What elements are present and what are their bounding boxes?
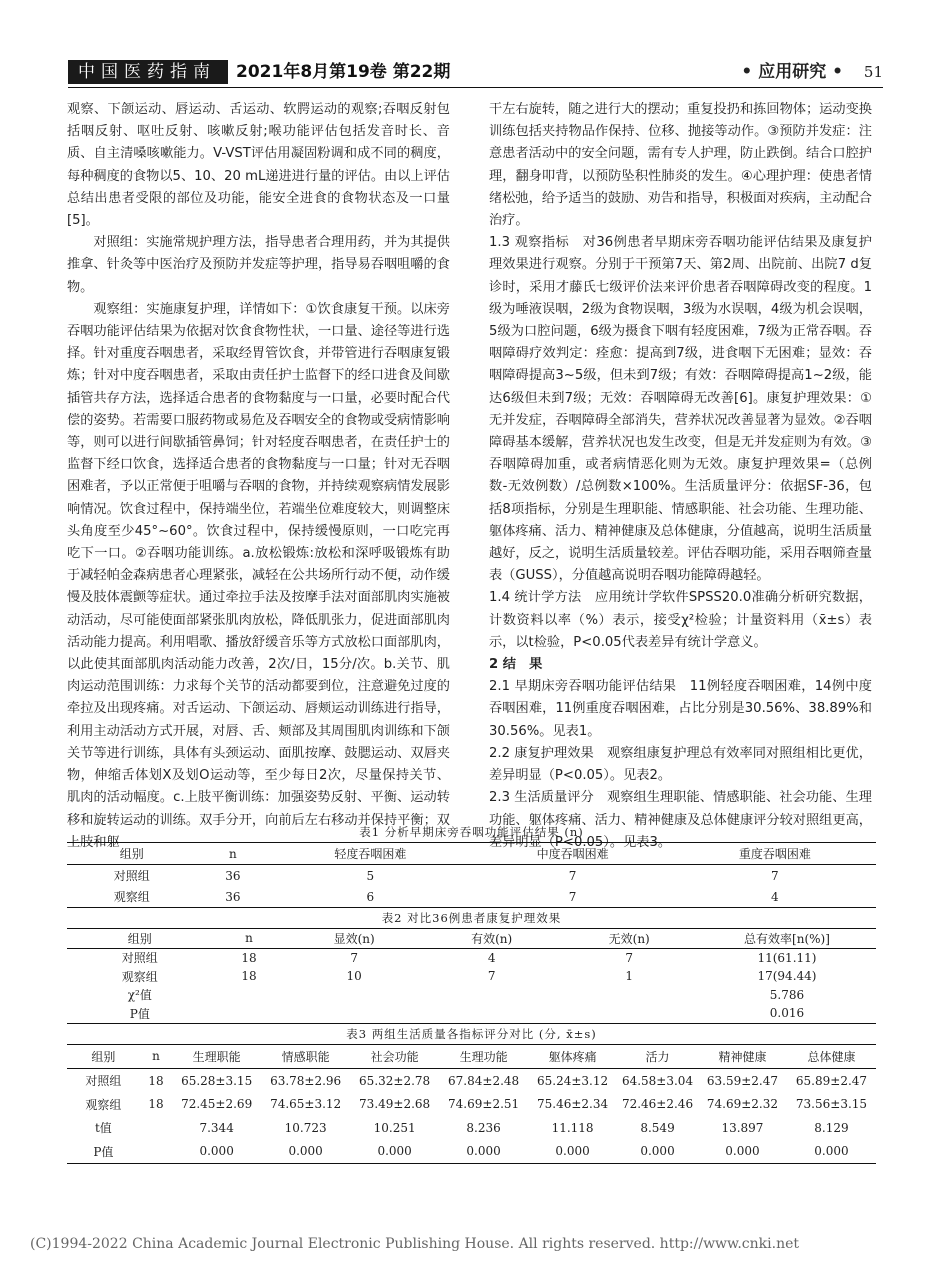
table-cell: 0.000 <box>698 1140 787 1164</box>
table-cell: 65.28±3.15 <box>181 1073 253 1088</box>
table-cell: 对照组 <box>85 1074 122 1089</box>
table-header-cell: 组别 <box>67 929 213 949</box>
table-cell: P值 <box>67 1004 213 1023</box>
table-cell: 36 <box>196 886 269 908</box>
table-cell: 10 <box>346 969 362 984</box>
section-title: • 应用研究 • <box>741 62 843 82</box>
table-row <box>67 1093 876 1117</box>
header-rule <box>68 87 883 88</box>
table-header-cell: 社会功能 <box>350 1044 439 1069</box>
table-row <box>67 986 876 1005</box>
paragraph: 1.3 观察指标 对36例患者早期床旁吞咽功能评估结果及康复护理效果进行观察。分别于干预第7天、第2周、出院前、出院7 d复诊时，采用才藤氏七级评价法来评价患者吞咽障碍改变的程度。1级为唾液误咽，2级为食物误咽，3级为水误咽，4级为机会误咽，5级为口腔问题，6级为摄食下咽有轻度困难，7级为正常吞咽。吞咽障碍疗效判定：痊愈：提高到7级，进食咽下无困难；显效：吞咽障碍提高3~5级，但未到7级；有效：吞咽障碍提高1~2级，能达6级但未到7级；无效：吞咽障碍无改善[6]。康复护理效果：①无并发症，吞咽障碍全部消失，营养状况改善显著为显效。②吞咽障碍基本缓解，营养状况也发生改变，但是无并发症则为有效。③吞咽障碍加重，或者病情恶化则为无效。康复护理效果=（总例数-无效例数）/总例数×100%。生活质量评分：依据SF-36，包括8项指标，分别是生理职能、情感职能、社会功能、生理功能、躯体疼痛、活力、精神健康及总体健康，分值越高，说明生活质量越好，反之，说明生活质量较差。评估吞咽功能，采用吞咽筛查量表（GUSS），分值越高说明吞咽功能障碍越轻。 <box>489 235 872 584</box>
table-header-cell: 躯体疼痛 <box>528 1044 617 1069</box>
table-cell <box>560 1004 698 1023</box>
table-header-cell: 精神健康 <box>698 1044 787 1069</box>
table-row <box>67 1069 876 1093</box>
table-row <box>67 948 876 967</box>
table-cell: 5 <box>366 868 375 883</box>
issue-info: 2021年8月第19卷 第22期 <box>236 62 451 82</box>
table-row <box>67 1116 876 1140</box>
table-cell: 7 <box>625 950 634 965</box>
table-cell: 观察组 <box>67 886 196 908</box>
paragraph: 观察、下颌运动、唇运动、舌运动、软腭运动的观察;吞咽反射包括咽反射、呕吐反射、咳嗽反射;喉功能评估包括发音时长、音质、自主清嗓咳嗽能力。V-VST评估用凝固粉调和成不同的稠度，每种稠度的食物以5、10、20 mL递进进行量的评估。由以上评估总结出患者受限的部位及功能，能安全进食的食物状态及一口量[5]。 <box>67 102 450 229</box>
table-cell: 74.69±2.32 <box>706 1097 779 1112</box>
table-cell: 6 <box>269 886 471 908</box>
table-cell: 63.78±2.96 <box>270 1073 342 1088</box>
table-cell: 对照组 <box>121 951 158 966</box>
table-cell: 0.016 <box>698 1004 876 1023</box>
table-cell: 7 <box>771 868 779 883</box>
table-cell <box>423 986 561 1005</box>
table-cell: 7 <box>487 969 496 984</box>
table-cell <box>140 1140 172 1164</box>
table-cell: 72.46±2.46 <box>621 1097 694 1112</box>
paragraph: 2 结 果 <box>489 657 543 673</box>
table-cell <box>140 1116 172 1140</box>
table-cell: 17(94.44) <box>757 969 817 984</box>
table-header-cell: n <box>213 929 286 949</box>
table-cell: 7 <box>568 868 577 883</box>
copyright-footer: (C)1994-2022 China Academic Journal Electronic Publishing House. All rights reserved. http://www.cnki.net <box>30 1236 800 1252</box>
table-header-cell: 重度吞咽困难 <box>674 843 876 865</box>
table-cell: 0.000 <box>439 1140 528 1164</box>
table-cell: 36 <box>225 868 241 883</box>
paragraph: 2.2 康复护理效果 观察组康复护理总有效率同对照组相比更优，差异明显（P<0.05）。见表2。 <box>489 745 872 784</box>
page-header <box>68 60 883 86</box>
table-header-cell: n <box>140 1044 172 1069</box>
table-cell <box>285 1004 423 1023</box>
table-cell: 73.56±3.15 <box>795 1097 868 1112</box>
tables-area <box>67 822 876 1164</box>
table-cell: 5.786 <box>769 987 805 1002</box>
table-header-cell: 组别 <box>67 843 196 865</box>
table-cell: 18 <box>241 969 257 984</box>
paragraph: 2.3 生活质量评分 观察组生理职能、情感职能、社会功能、生理功能、躯体疼痛、活力、精神健康及总体健康评分较对照组更高，差异明显（P<0.05）。见表3。 <box>489 790 872 850</box>
table2-caption: 表2 对比36例患者康复护理效果 <box>381 911 562 925</box>
table2 <box>67 928 876 1024</box>
table-header-cell: 组别 <box>67 1044 140 1069</box>
table-cell: 0.000 <box>261 1140 350 1164</box>
table-cell: 65.89±2.47 <box>795 1073 868 1088</box>
table-cell <box>213 986 286 1005</box>
table-header-cell: 轻度吞咽困难 <box>269 843 471 865</box>
table3-caption: 表3 两组生活质量各指标评分对比 (分, x̄±s) <box>346 1026 597 1041</box>
table-header-cell: 显效(n) <box>285 929 423 949</box>
left-column <box>67 99 450 854</box>
table-header-cell: 总体健康 <box>787 1044 876 1069</box>
table-cell: 0.000 <box>787 1140 876 1164</box>
table-cell: 7 <box>471 886 673 908</box>
table-cell: 8.236 <box>466 1120 501 1135</box>
table-row <box>67 865 876 887</box>
table-cell: 4 <box>487 950 496 965</box>
table-cell <box>560 986 698 1005</box>
table-cell: 74.69±2.51 <box>448 1097 520 1112</box>
table3 <box>67 1044 876 1165</box>
table-cell: 8.549 <box>640 1120 675 1135</box>
table-header-cell: 生理功能 <box>439 1044 528 1069</box>
table-cell: 11.118 <box>551 1120 594 1135</box>
table-row <box>67 886 876 908</box>
table-cell: 1 <box>625 969 634 984</box>
paragraph: 干左右旋转，随之进行大的摆动；重复投扔和拣回物体；运动变换训练包括夹持物品作保持、位移、抛接等动作。③预防并发症：注意患者活动中的安全问题，需有专人护理，防止跌倒。结合口腔护理，翻身叩背，以预防坠积性肺炎的发生。④心理护理：使患者情绪松弛，给予适当的鼓励、劝告和指导，积极面对疾病，主动配合治疗。 <box>489 102 872 229</box>
paragraph: 2.1 早期床旁吞咽功能评估结果 11例轻度吞咽困难，14例中度吞咽困难，11例重度吞咽困难，占比分别是30.56%、38.89%和30.56%。见表1。 <box>489 679 872 739</box>
table-header-cell: 情感职能 <box>261 1044 350 1069</box>
table-cell: 10.251 <box>373 1120 416 1135</box>
table-cell: 65.24±3.12 <box>537 1073 609 1088</box>
table-header-cell: 无效(n) <box>560 929 698 949</box>
table-row <box>67 1140 876 1164</box>
table-cell: 72.45±2.69 <box>181 1097 253 1112</box>
table-cell: 18 <box>148 1073 164 1088</box>
table-cell: 4 <box>674 886 876 908</box>
table-cell: 0.000 <box>617 1140 698 1164</box>
table-row <box>67 967 876 986</box>
table-cell: 18 <box>241 950 257 965</box>
table1 <box>67 842 876 908</box>
paragraph: 1.4 统计学方法 应用统计学软件SPSS20.0准确分析研究数据，计数资料以率（%）表示，接受χ²检验；计量资料用（x̄±s）表示，以t检验，P<0.05代表差异有统计学意义。 <box>489 590 872 650</box>
journal-name: 中国医药指南 <box>68 60 228 84</box>
table-cell: χ²值 <box>127 988 152 1003</box>
table-header-cell: 中度吞咽困难 <box>471 843 673 865</box>
table-cell: 63.59±2.47 <box>706 1073 779 1088</box>
table-cell: 7 <box>350 950 358 965</box>
table-cell: 7.344 <box>199 1120 234 1135</box>
table-cell <box>423 1004 561 1023</box>
table-cell: 18 <box>148 1097 164 1112</box>
paragraph: 观察组：实施康复护理，详情如下：①饮食康复干预。以床旁吞咽功能评估结果为依据对饮食食物性状，一口量、途径等进行选择。针对重度吞咽患者，采取经胃管饮食，并带管进行吞咽康复锻炼；针对中度吞咽患者，采取由责任护士监督下的经口进食及间歇插管共存方法，选择适合患者的食物黏度与一口量，必要时配合代偿的姿势。若需要口服药物或易危及吞咽安全的食物或受病情影响等，则可以进行间歇插管鼻饲；针对轻度吞咽患者，在责任护士的监督下经口饮食，选择适合患者的食物黏度与一口量；针对无吞咽困难者，予以正常便于咀嚼与吞咽的食物，并持续观察病情发展影响情况。饮食过程中，保持端坐位，若端坐位难度较大，则调整床头角度至少45°~60°。饮食过程中，保持缓慢原则，一口吃完再吃下一口。②吞咽功能训练。a.放松锻炼:放松和深呼吸锻炼有助于减轻帕金森病患者心理紧张，减轻在公共场所行动不便，动作缓慢及肢体震颤等症状。通过牵拉手法及按摩手法对面部肌肉实施被动活动，尽可能使面部紧张肌肉放松，降低肌张力，促进面部肌肉活动能力提高。利用唱歌、播放舒缓音乐等方式放松口面部肌肉，以此使其面部肌肉活动能力改善，2次/日，15分/次。b.关节、肌肉运动范围训练：力求每个关节的活动都要到位，注意避免过度的牵拉及出现疼痛。对舌运动、下颌运动、唇颊运动训练进行指导，利用主动活动方式开展，对唇、舌、颊部及其周围肌肉训练和下颌关节等进行训练，具体有头颈运动、面肌按摩、鼓腮运动、双唇夹物，伸缩舌体划X及划O运动等，至少每日2次，尽量保持关节、肌肉的活动幅度。c.上肢平衡训练：加强姿势反射、平衡、运动转移和旋转运动的训练。双手分开，向前后左右移动并保持平衡；双上肢和躯 <box>67 301 450 850</box>
table-cell: 11(61.11) <box>757 950 817 965</box>
table-cell <box>213 1004 286 1023</box>
table-header-cell: 活力 <box>617 1044 698 1069</box>
table-header-cell: 生理职能 <box>172 1044 261 1069</box>
table-cell: 观察组 <box>121 969 158 984</box>
table-cell: 0.000 <box>350 1140 439 1164</box>
table-cell: 65.32±2.78 <box>359 1073 431 1088</box>
table-cell: 73.49±2.68 <box>359 1097 431 1112</box>
table-header-cell: 有效(n) <box>423 929 561 949</box>
table-cell: 8.129 <box>814 1120 849 1135</box>
table-cell: 0.000 <box>172 1140 261 1164</box>
page-number: 51 <box>863 63 883 81</box>
table-cell: 64.58±3.04 <box>621 1073 694 1088</box>
table-cell: 0.000 <box>528 1140 617 1164</box>
right-column <box>489 99 872 854</box>
table-cell: t值 <box>94 1121 112 1136</box>
table-cell: P值 <box>67 1140 140 1164</box>
table-cell: 13.897 <box>721 1120 764 1135</box>
table-cell: 74.65±3.12 <box>270 1097 342 1112</box>
table-cell: 10.723 <box>284 1120 327 1135</box>
table-cell: 观察组 <box>85 1097 122 1112</box>
table-cell: 75.46±2.34 <box>537 1097 609 1112</box>
table1-caption: 表1 分析早期床旁吞咽功能评估结果 (n) <box>359 825 584 839</box>
table-header-cell: n <box>196 843 269 865</box>
table-header-cell: 总有效率[n(%)] <box>698 929 876 949</box>
table-row <box>67 1004 876 1023</box>
table-cell: 67.84±2.48 <box>448 1073 520 1088</box>
table-cell <box>285 986 423 1005</box>
paragraph: 对照组：实施常规护理方法，指导患者合理用药，并为其提供推拿、针灸等中医治疗及预防并发症等护理，指导易吞咽咀嚼的食物。 <box>67 235 450 295</box>
table-cell: 对照组 <box>113 869 150 883</box>
